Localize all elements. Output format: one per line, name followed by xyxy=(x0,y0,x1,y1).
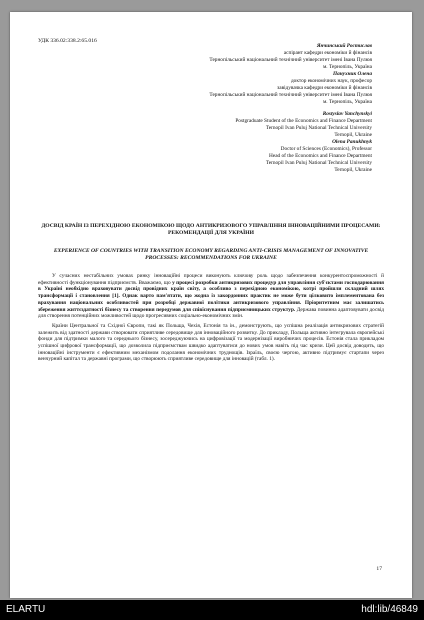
paragraph-bold-text: у процесі розробки антикризових процедур для управління суб'єктами господарювання в Україні необхідно враховувати досвід провідних країн світу, а особливо з перехідною економікою, котрі пройшли складний шлях трансформації і становлення [1]. Однак варто пам'ятати, що жодна із закордонних практик не може бути цілковито імплементована без врахування національних особливостей при розробці державної політики антикризового управління. Пріоритетним має залишатись збереження життєздатності бізнесу та створення передумов для співіснування підприємницьких структур. xyxy=(38,279,385,313)
author-line: Ternopil, Ukraine xyxy=(334,132,372,138)
paragraph-text: У сучасних нестабільних умовах ринку інноваційні процеси виконують ключову роль щодо забезпечення конкурентоспроможності й ефективності функціонування підприємств. Вважаємо, що xyxy=(38,273,384,286)
author-line: Тернопільський національний технічний університет імені Івана Пулюя xyxy=(209,57,372,63)
repository-name: ELARTU xyxy=(6,604,46,615)
author-line: завідувачка кафедри економіки й фінансів xyxy=(277,85,372,91)
paragraph-2: Країни Центральної та Східної Європи, такі як Польща, Чехія, Естонія та ін., демонструють, що успішна реалізація антикризових стратегій залежить від здатності держави створювати сприятливе середовище для інноваційного розвитку. До прикладу, Польща активно інтегрувала європейські фонди для підтримки малого та середнього бізнесу, зосереджуючись на цифровізації та модернізації виробничих процесів. Естонія стала прикладом успішної цифрової трансформації, що дозволила підприємствам швидко адаптуватися до нових умов навіть під час кризи. Цей досвід доводить, що інноваційні інструменти є ефективним механізмом подолання економічних труднощів. Ізраїль, своєю чергою, активно підтримує стартапи через венчурний капітал та державні програми, що створюють сприятливе середовище для інновацій (табл. 1). xyxy=(38,322,384,363)
author-name: Янчинський Ростислав xyxy=(316,43,372,49)
author-line: Postgraduate Student of the Economics and Finance Department xyxy=(235,118,372,124)
footer-bar xyxy=(0,600,424,620)
udk-code: УДК 336.02:338.2:65.016 xyxy=(38,38,97,44)
author-line: Ternopil Ivan Puluj National Technical University xyxy=(265,160,372,166)
article-body xyxy=(38,273,384,366)
author-en-1 xyxy=(72,111,372,139)
author-line: Тернопільський національний технічний університет імені Івана Пулюя xyxy=(209,92,372,98)
author-line: Doctor of Sciences (Economics), Professor xyxy=(280,146,372,152)
title-english: EXPERIENCE OF COUNTRIES WITH TRANSITION ECONOMY REGARDING ANTI-CRISIS MANAGEMENT OF INNOVATIVE PROCESSES: RECOMMENDATIONS FOR UKRAINE xyxy=(53,248,369,262)
paragraph-1 xyxy=(38,273,384,320)
author-line: м. Тернопіль, Україна xyxy=(322,64,372,70)
author-line: Ternopil Ivan Puluj National Technical University xyxy=(265,125,372,131)
author-line: Head of the Economics and Finance Department xyxy=(269,153,372,159)
author-ua-1 xyxy=(72,43,372,71)
author-en-2 xyxy=(72,139,372,174)
author-name: Rostyslav Yanchynskyi xyxy=(322,111,372,117)
author-name: Olena Panukhnyk xyxy=(332,139,372,145)
paragraph-text: Держава повинна адаптовувати досвід для створення потенційних можливостей щодо прогресивних соціально-економічних змін. xyxy=(38,306,384,320)
author-line: аспірант кафедри економіки й фінансів xyxy=(283,50,372,56)
author-name: Панухник Олена xyxy=(332,71,372,77)
author-line: м. Тернопіль, Україна xyxy=(322,99,372,105)
author-ua-2 xyxy=(72,71,372,106)
author-line: Ternopil, Ukraine xyxy=(334,167,372,173)
author-line: доктор економічних наук, професор xyxy=(290,78,372,84)
title-ukrainian: ДОСВІД КРАЇН ІЗ ПЕРЕХІДНОЮ ЕКОНОМІКОЮ ЩОДО АНТИКРИЗОВОГО УПРАВЛІННЯ ІННОВАЦІЙНИМИ ПРОЦЕСАМИ: РЕКОМЕНДАЦІЇ ДЛЯ УКРАЇНИ xyxy=(41,223,381,237)
page-number: 17 xyxy=(376,566,382,572)
handle-id: hdl:lib/46849 xyxy=(361,604,418,615)
document-page xyxy=(10,12,412,598)
author-block xyxy=(72,43,372,174)
